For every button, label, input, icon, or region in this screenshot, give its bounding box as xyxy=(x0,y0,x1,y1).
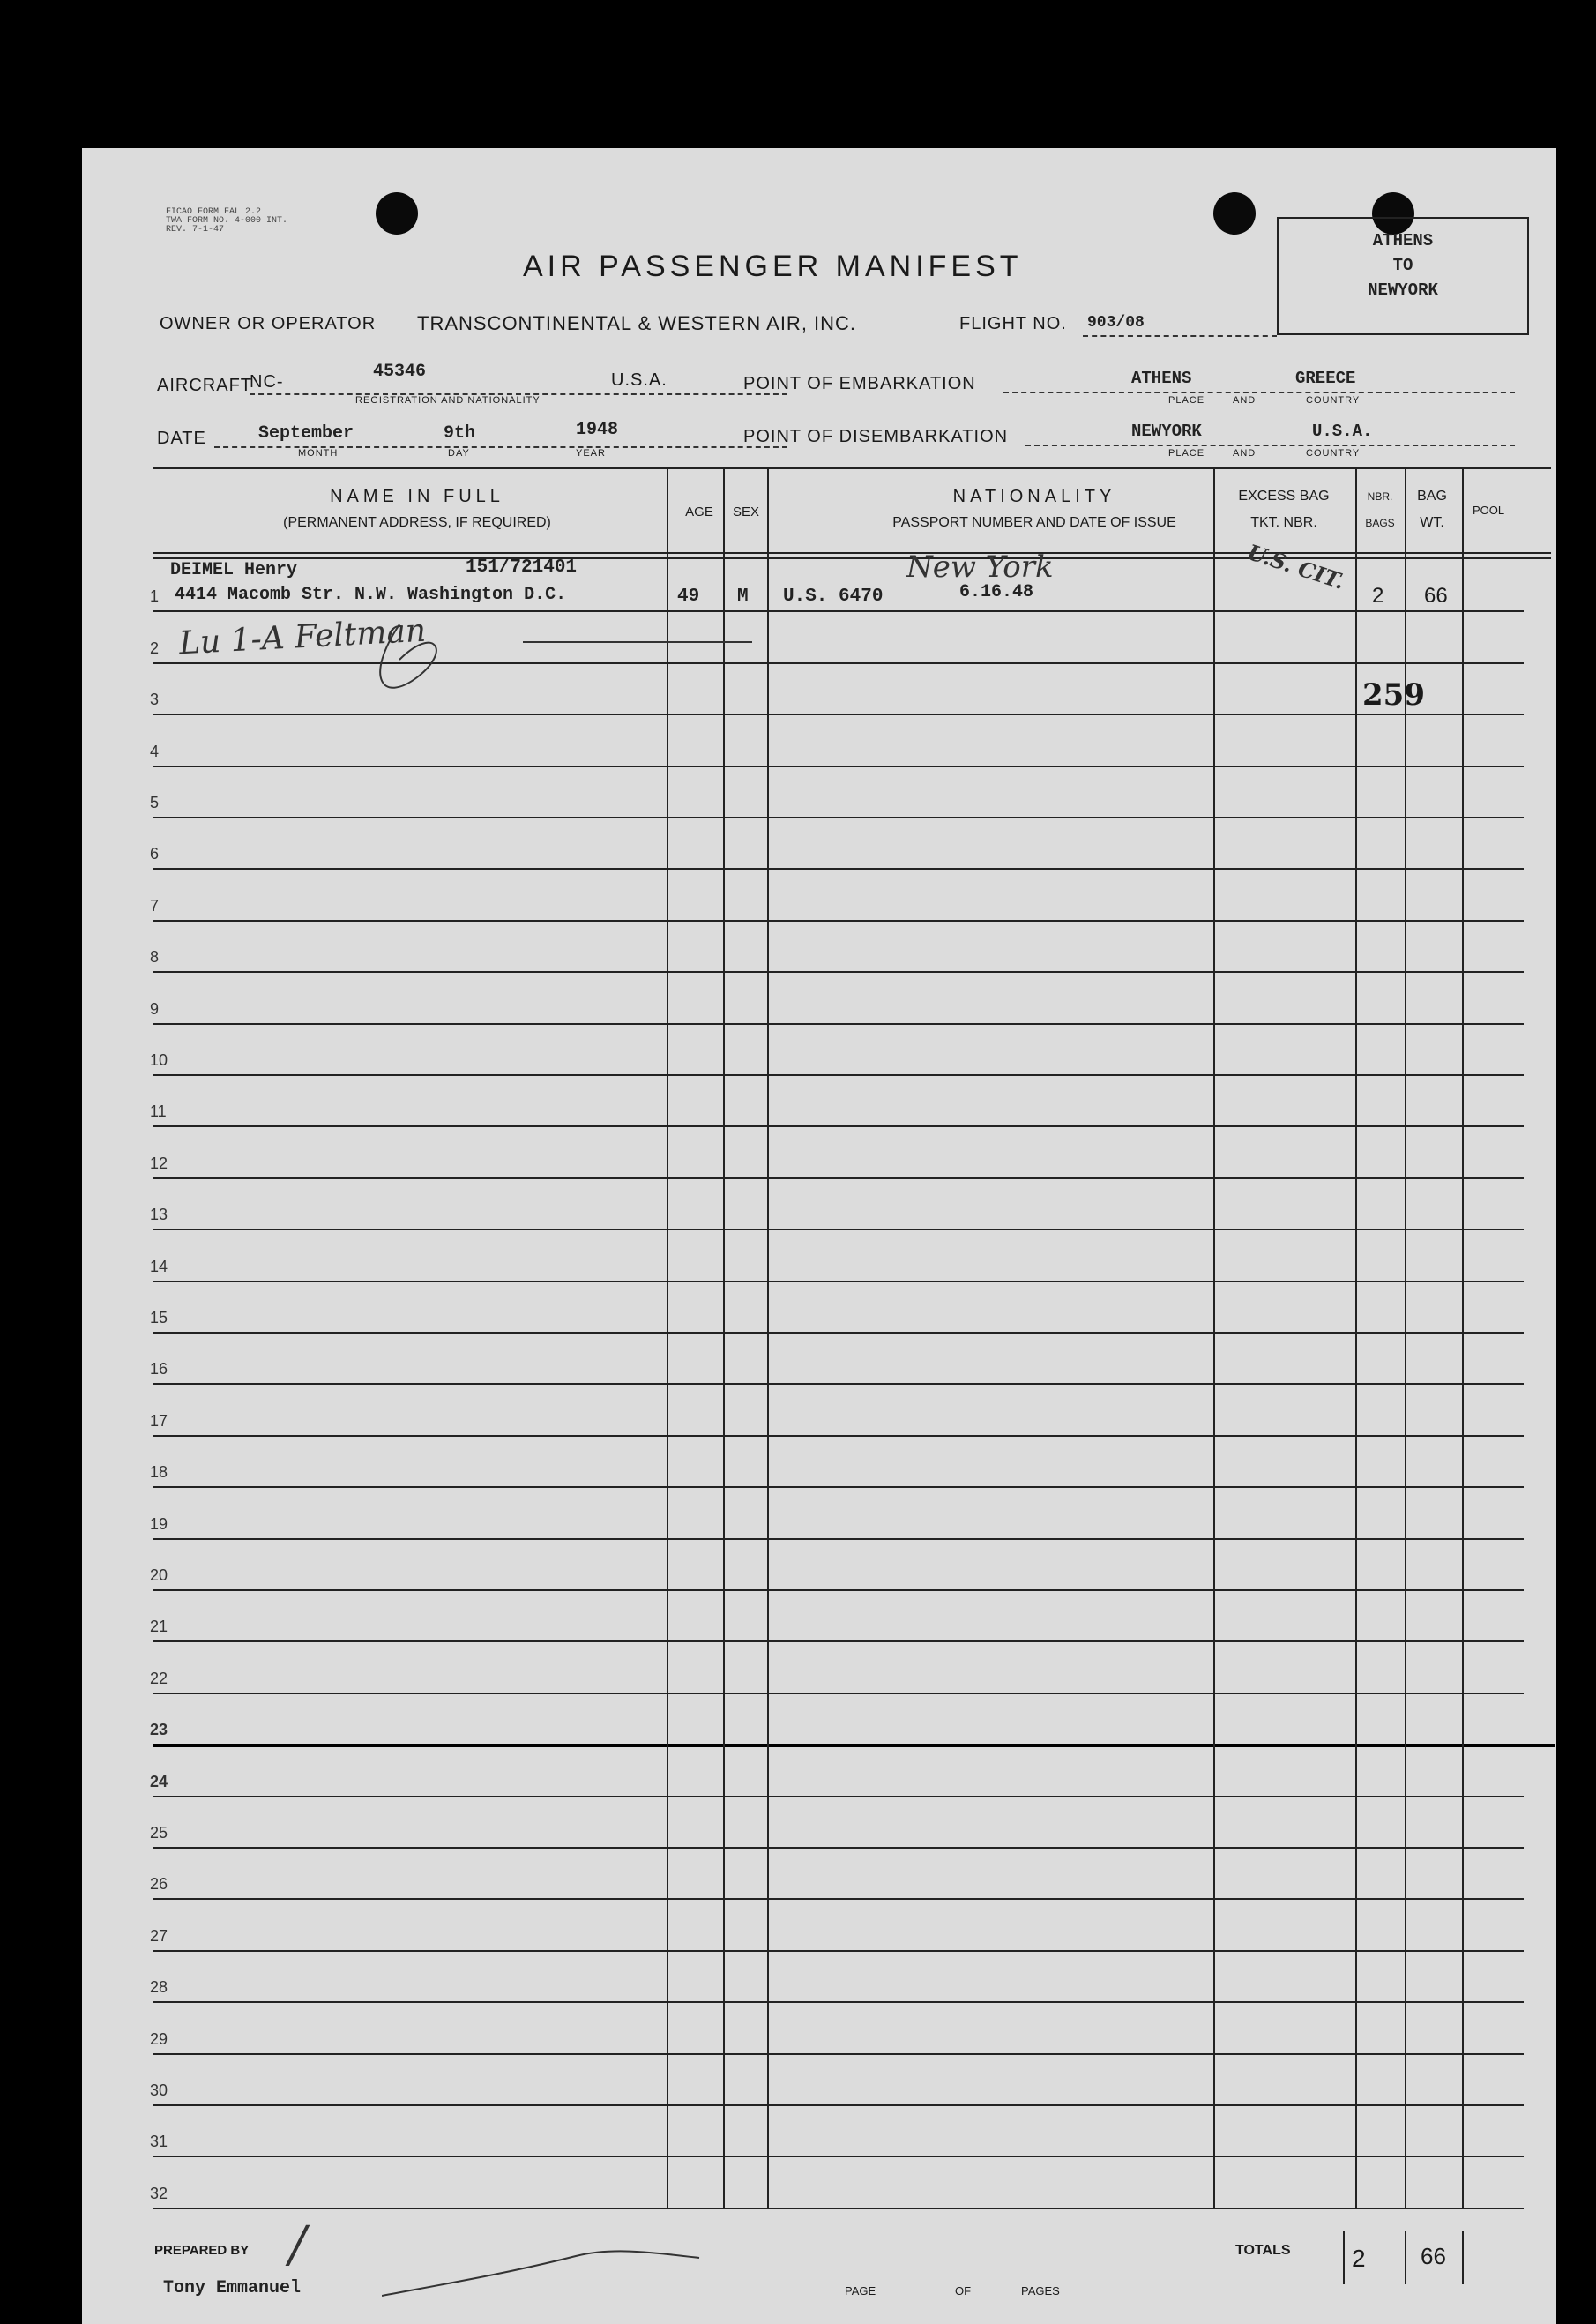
prepared-by-name: Tony Emmanuel xyxy=(163,2278,302,2298)
form-number-line-1: FICAO FORM FAL 2.2 xyxy=(166,207,262,217)
row-number: 11 xyxy=(150,1102,167,1120)
col-bag-sub: WT. xyxy=(1420,515,1444,530)
passenger-address: 4414 Macomb Str. N.W. Washington D.C. xyxy=(175,585,567,605)
route-to: TO xyxy=(1392,256,1413,275)
table-row-line xyxy=(153,1074,1524,1076)
col-nationality-title: NATIONALITY xyxy=(952,487,1116,506)
route-from: ATHENS xyxy=(1372,231,1434,250)
table-row-line xyxy=(153,1383,1524,1385)
col-excess-header xyxy=(1213,483,1354,536)
table-row-line xyxy=(153,1589,1524,1591)
table-row-line xyxy=(153,817,1524,818)
table-row-line xyxy=(153,2053,1524,2055)
col-name-sub: (PERMANENT ADDRESS, IF REQUIRED) xyxy=(283,515,551,530)
col-excess-sub: TKT. NBR. xyxy=(1250,515,1317,530)
form-number-line-2: TWA FORM NO. 4-000 INT. xyxy=(166,216,288,226)
row-number: 31 xyxy=(150,2133,168,2150)
table-row-line xyxy=(153,1177,1524,1179)
table-row-line xyxy=(153,1486,1524,1488)
table-row-line xyxy=(153,920,1524,922)
passenger-sex: M xyxy=(737,587,749,607)
col-name-title: NAME IN FULL xyxy=(330,487,504,506)
table-row-line xyxy=(153,1023,1524,1025)
col-name-header xyxy=(153,483,682,536)
row-number: 16 xyxy=(150,1360,168,1378)
row-number: 27 xyxy=(150,1927,168,1945)
form-title: AIR PASSENGER MANIFEST xyxy=(523,250,1023,283)
manifest-sheet xyxy=(82,148,1556,2324)
page-label: PAGE xyxy=(845,2284,876,2298)
prepared-by-mark: / xyxy=(289,2216,306,2274)
disembark-and-sub: AND xyxy=(1233,448,1257,459)
row-number: 20 xyxy=(150,1566,168,1584)
col-age-header: AGE xyxy=(685,504,713,519)
row-number: 2 xyxy=(150,639,160,657)
table-row-line xyxy=(153,714,1524,715)
embark-underline xyxy=(1003,392,1515,393)
col-nbr-sub: BAGS xyxy=(1365,517,1395,529)
table-top-border xyxy=(153,467,1551,469)
handwriting-flourish xyxy=(347,607,752,713)
row-number: 19 xyxy=(150,1515,168,1533)
table-row-line xyxy=(153,766,1524,767)
column-divider-excess xyxy=(1213,467,1215,2208)
flight-underline xyxy=(1083,335,1277,337)
table-row-line xyxy=(153,1281,1524,1282)
row-number: 29 xyxy=(150,2030,168,2048)
totals-divider-3 xyxy=(1462,2231,1464,2284)
flight-label: FLIGHT NO. xyxy=(959,314,1067,333)
totals-label: TOTALS xyxy=(1235,2243,1291,2258)
disembark-country: U.S.A. xyxy=(1312,422,1373,441)
row-number: 1 xyxy=(150,587,160,605)
aircraft-sub: REGISTRATION AND NATIONALITY xyxy=(355,395,541,406)
aircraft-label: AIRCRAFT xyxy=(157,376,252,395)
row-number: 17 xyxy=(150,1412,168,1430)
table-row-line xyxy=(153,1898,1524,1900)
table-row-line xyxy=(153,1332,1524,1334)
column-divider-age xyxy=(667,467,668,2208)
column-divider-bag xyxy=(1405,467,1406,2208)
totals-divider-2 xyxy=(1405,2231,1406,2284)
row-number: 14 xyxy=(150,1258,168,1275)
passenger-name: DEIMEL Henry xyxy=(170,560,298,580)
row3-stamp: 259 xyxy=(1362,677,1425,713)
owner-value: TRANSCONTINENTAL & WESTERN AIR, INC. xyxy=(417,312,857,334)
row-number: 18 xyxy=(150,1463,168,1481)
row-number: 4 xyxy=(150,743,160,760)
disembark-place-sub: PLACE xyxy=(1168,448,1205,459)
row-number: 24 xyxy=(150,1773,168,1790)
table-row-line xyxy=(153,2208,1524,2209)
table-row-line xyxy=(153,2104,1524,2106)
form-number xyxy=(166,208,287,235)
owner-label: OWNER OR OPERATOR xyxy=(160,314,377,333)
date-year-sub: YEAR xyxy=(576,448,606,459)
handwritten-note: Lu 1-A Feltman xyxy=(178,612,428,662)
pages-label: PAGES xyxy=(1021,2284,1060,2298)
passenger-bags: 2 xyxy=(1372,584,1384,608)
passenger-excess: U.S. CIT. xyxy=(1244,539,1348,594)
col-bag-header xyxy=(1405,483,1459,536)
table-row-line xyxy=(153,1229,1524,1230)
col-bag-title: BAG xyxy=(1417,489,1447,504)
passenger-weight: 66 xyxy=(1424,584,1448,608)
table-row-line xyxy=(153,868,1524,870)
disembark-country-sub: COUNTRY xyxy=(1306,448,1361,459)
col-nationality-sub: PASSPORT NUMBER AND DATE OF ISSUE xyxy=(892,515,1176,530)
of-label: OF xyxy=(955,2284,972,2298)
table-row-line xyxy=(153,1640,1524,1642)
date-day-sub: DAY xyxy=(448,448,470,459)
embark-label: POINT OF EMBARKATION xyxy=(743,374,976,393)
form-number-line-3: REV. 7-1-47 xyxy=(166,225,225,235)
date-day: 9th xyxy=(444,423,476,444)
row-number: 9 xyxy=(150,1000,160,1018)
passenger-passport: U.S. 6470 xyxy=(783,587,884,607)
route-box xyxy=(1277,217,1529,335)
table-header-bottom-2 xyxy=(153,557,1551,559)
table-row-line xyxy=(153,1693,1524,1694)
table-row-line xyxy=(153,971,1524,973)
total-bags: 2 xyxy=(1352,2245,1366,2272)
table-row-line xyxy=(153,1538,1524,1540)
row-number: 15 xyxy=(150,1309,168,1326)
row-number: 6 xyxy=(150,845,160,863)
embark-and-sub: AND xyxy=(1233,395,1257,406)
col-nbr-header xyxy=(1357,483,1403,536)
aircraft-number: 45346 xyxy=(373,362,427,382)
aircraft-country: U.S.A. xyxy=(611,370,667,390)
column-divider-nbr xyxy=(1355,467,1357,2208)
row-number: 5 xyxy=(150,794,160,811)
row-number: 3 xyxy=(150,691,160,708)
table-row-line xyxy=(153,2156,1524,2157)
disembark-underline xyxy=(1025,445,1515,446)
route-destination: NEWYORK xyxy=(1368,280,1438,300)
embark-country: GREECE xyxy=(1295,369,1356,388)
table-row-line xyxy=(153,1125,1524,1127)
col-excess-title: EXCESS BAG xyxy=(1238,489,1330,504)
table-row-line xyxy=(153,1847,1524,1849)
aircraft-prefix: NC- xyxy=(250,372,284,392)
row-number: 30 xyxy=(150,2081,168,2099)
row-number: 23 xyxy=(150,1721,168,1738)
passenger-age: 49 xyxy=(677,587,700,607)
row-number: 13 xyxy=(150,1206,168,1223)
embark-place-sub: PLACE xyxy=(1168,395,1205,406)
totals-divider-1 xyxy=(1343,2231,1345,2284)
total-weight: 66 xyxy=(1421,2243,1446,2269)
row-number: 7 xyxy=(150,897,160,915)
date-month-sub: MONTH xyxy=(298,448,339,459)
flight-number: 903/08 xyxy=(1087,314,1145,332)
column-divider-nationality xyxy=(767,467,769,2208)
date-year: 1948 xyxy=(576,420,619,440)
punch-hole-middle xyxy=(1213,192,1256,235)
row-number: 28 xyxy=(150,1978,168,1996)
column-divider-sex xyxy=(723,467,725,2208)
disembark-label: POINT OF DISEMBARKATION xyxy=(743,427,1009,446)
table-header-bottom xyxy=(153,552,1551,554)
row-number: 21 xyxy=(150,1618,168,1635)
date-label: DATE xyxy=(157,429,206,448)
row-number: 26 xyxy=(150,1875,168,1893)
embark-place: ATHENS xyxy=(1131,369,1192,388)
col-nbr-title: NBR. xyxy=(1367,490,1393,503)
table-row-line xyxy=(153,1435,1524,1437)
date-month: September xyxy=(258,423,354,444)
embark-country-sub: COUNTRY xyxy=(1306,395,1361,406)
row-number: 32 xyxy=(150,2185,168,2202)
passenger-issue-date: 6.16.48 xyxy=(959,582,1034,602)
table-row-line xyxy=(153,1744,1555,1747)
table-row-line xyxy=(153,1950,1524,1952)
col-sex-header: SEX xyxy=(732,504,759,519)
prepared-by-label: PREPARED BY xyxy=(154,2243,250,2258)
passenger-ticket: 151/721401 xyxy=(466,557,578,578)
col-pool-header: POOL xyxy=(1472,504,1505,517)
row-number: 12 xyxy=(150,1155,168,1172)
footer-scribble xyxy=(382,2247,717,2300)
disembark-place: NEWYORK xyxy=(1131,422,1202,441)
row-number: 8 xyxy=(150,948,160,966)
column-divider-pool xyxy=(1462,467,1464,2208)
table-row-line xyxy=(153,1796,1524,1797)
row-number: 10 xyxy=(150,1051,168,1069)
punch-hole-left xyxy=(376,192,418,235)
passenger-issued-at: New York xyxy=(906,549,1054,585)
row-number: 25 xyxy=(150,1824,168,1842)
row-number: 22 xyxy=(150,1670,168,1687)
table-row-line xyxy=(153,2001,1524,2003)
